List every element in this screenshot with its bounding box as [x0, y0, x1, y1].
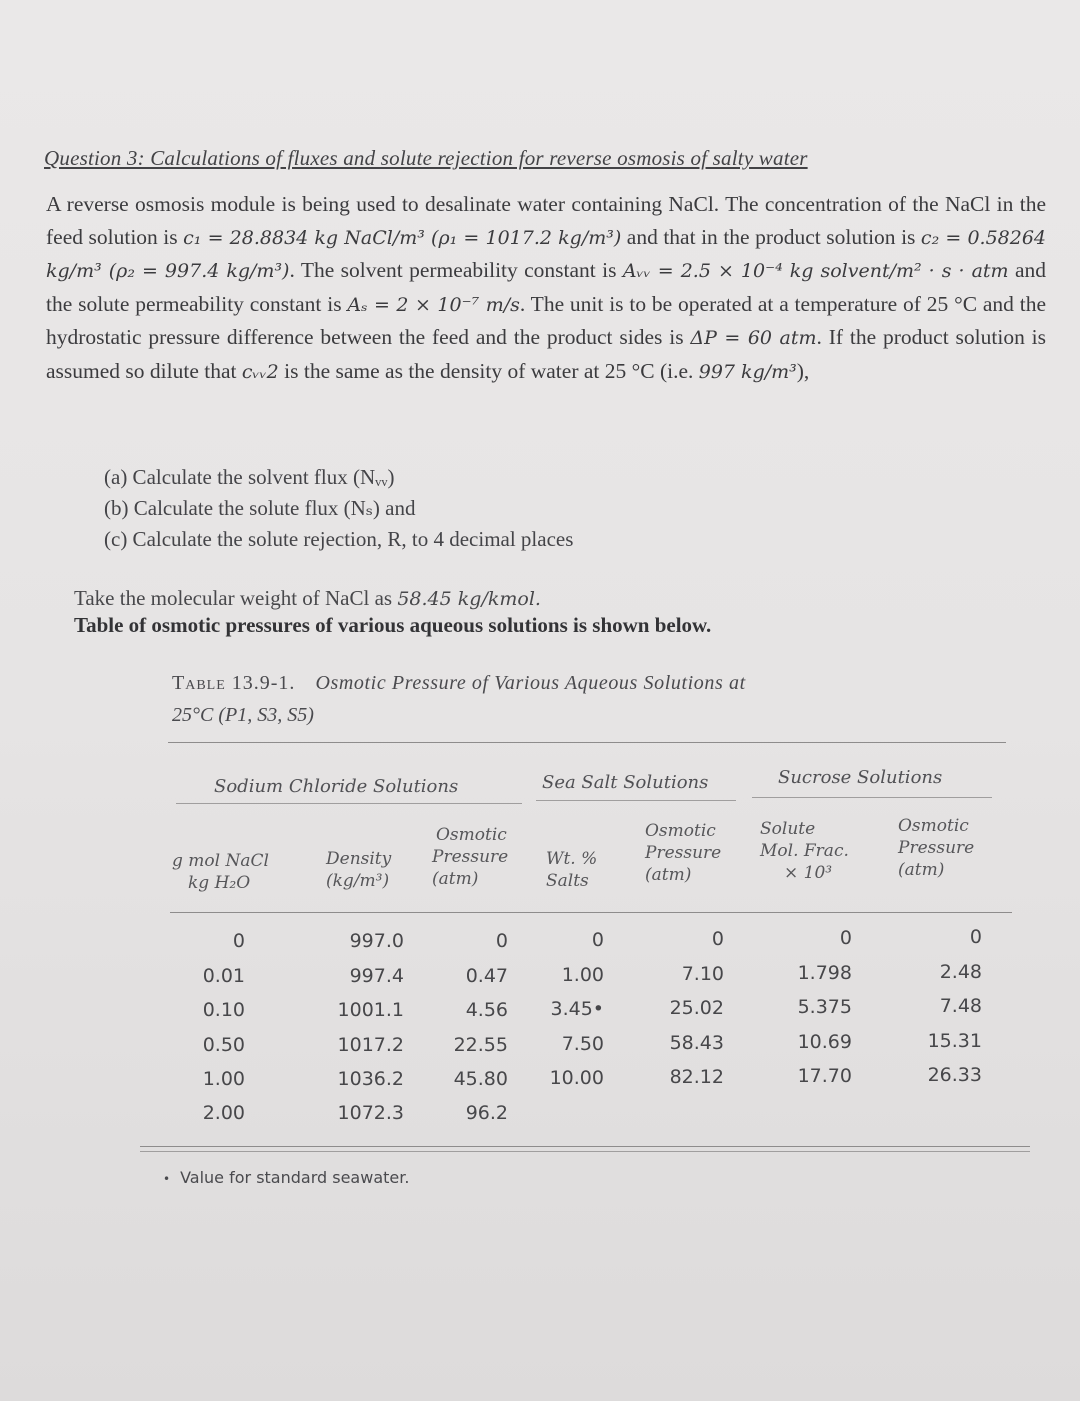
table-cell: 1017.2: [337, 1034, 404, 1056]
table-label: Table 13.9-1.: [172, 672, 296, 694]
table-cell: 82.12: [669, 1066, 724, 1088]
footnote-text: Value for standard seawater.: [180, 1168, 410, 1187]
header-line: Pressure: [645, 843, 722, 863]
molecular-weight-note: [74, 586, 541, 611]
para-text: and the solute permeability constant is: [46, 258, 1046, 316]
table-footnote: [163, 1168, 409, 1187]
table-cell: 0: [591, 929, 604, 951]
table-cell: 5.375: [797, 996, 852, 1018]
para-text: . If the product solution is assumed so dilute that: [46, 325, 1046, 383]
table-cell: 1.00: [202, 1068, 245, 1090]
table-title-line2: 25°C (P1, S3, S5): [172, 704, 314, 726]
table-cell: 10.00: [549, 1067, 604, 1089]
table-cell: 2.48: [939, 961, 982, 983]
table-title: Osmotic Pressure of Various Aqueous Solutions at: [315, 672, 746, 694]
cw2-symbol: cᵥᵥ2: [241, 360, 279, 383]
table-cell: 15.31: [927, 1030, 982, 1052]
table-cell: 4.56: [465, 999, 508, 1021]
table-cell: 58.43: [669, 1032, 724, 1054]
header-line: Salts: [546, 871, 589, 891]
header-line: Wt. %: [546, 849, 598, 869]
part-c: (c) Calculate the solute rejection, R, to 4 decimal places: [104, 527, 574, 551]
table-cell: 25.02: [669, 997, 724, 1019]
table-cell: 0: [969, 926, 982, 948]
table-cell: 0.50: [202, 1034, 245, 1056]
table-top-rule: [168, 742, 1006, 743]
table-cell: 7.48: [939, 995, 982, 1017]
header-line: (atm): [432, 869, 479, 889]
table-cell: 2.00: [202, 1102, 245, 1124]
para-text: ),: [796, 358, 810, 383]
group-sea-salt: Sea Salt Solutions: [542, 772, 709, 793]
header-bottom-rule: [170, 912, 1012, 913]
table-cell: 0.47: [465, 965, 508, 987]
col-header-density: [326, 848, 391, 892]
group-sodium-chloride: Sodium Chloride Solutions: [214, 776, 459, 797]
table-cell: 10.69: [797, 1031, 852, 1053]
table-cell: 1.798: [797, 962, 852, 984]
para-text: . The unit is to be operated at a temperature of 25 °C and the hydrostatic pressure difference between the feed and the product sides is: [46, 291, 1046, 349]
table-cell: 22.55: [453, 1034, 508, 1056]
table-cell: 997.4: [349, 965, 404, 987]
table-cell: 1072.3: [337, 1102, 404, 1124]
water-density: 997 kg/m³: [698, 360, 797, 383]
para-text: . The solvent permeability constant is: [289, 258, 623, 282]
header-line: Osmotic: [436, 825, 507, 845]
header-line: Solute: [760, 819, 816, 839]
table-intro: Table of osmotic pressures of various aqueous solutions is shown below.: [74, 613, 712, 637]
feed-concentration: c₁ = 28.8834 kg NaCl/m³ (ρ₁ = 1017.2 kg/m³): [183, 226, 622, 249]
sucrose-group-rule: [752, 797, 992, 798]
header-line: (kg/m³): [326, 871, 390, 891]
group-sucrose: Sucrose Solutions: [778, 767, 943, 788]
para-text: and that in the product solution is: [621, 224, 921, 249]
table-cell: 0: [839, 927, 852, 949]
table-caption: [172, 672, 746, 695]
question-title: Question 3: Calculations of fluxes and solute rejection for reverse osmosis of salty water: [44, 146, 808, 170]
header-line: (atm): [898, 860, 945, 880]
header-line: Pressure: [432, 847, 509, 867]
para-text: A reverse osmosis module is being used to desalinate water containing NaCl. The concentration of the NaCl in the feed solution is: [46, 192, 1046, 249]
seasalt-group-rule: [536, 800, 736, 801]
col-header-sucrose-osmotic: [898, 815, 974, 881]
col-header-wt-salts: [546, 848, 597, 892]
table-cell: 0.01: [202, 965, 245, 987]
part-a: (a) Calculate the solvent flux (Nᵥᵥ): [104, 465, 395, 489]
table-cell: 45.80: [453, 1068, 508, 1090]
header-line: Osmotic: [898, 816, 969, 836]
question-parts: [104, 462, 573, 555]
header-line: kg H₂O: [188, 873, 251, 893]
table-bottom-rule-2: [140, 1151, 1030, 1152]
table-cell: 7.50: [561, 1033, 604, 1055]
col-header-molality: [172, 850, 269, 894]
table-cell: 997.0: [349, 930, 404, 952]
product-concentration: c₂ = 0.58264 kg/m³ (ρ₂ = 997.4 kg/m³): [46, 226, 1047, 282]
header-line: Density: [326, 849, 392, 869]
pressure-difference: ΔP = 60 atm: [690, 327, 817, 349]
table-cell: 0: [495, 930, 508, 952]
col-header-mol-frac: [760, 818, 849, 884]
solvent-permeability: Aᵥᵥ = 2.5 × 10⁻⁴ kg solvent/m² · s · atm: [622, 260, 1009, 282]
table-cell: 0.10: [202, 999, 245, 1021]
mw-value: 58.45 kg/kmol.: [397, 588, 541, 610]
header-line: Mol. Frac.: [760, 841, 849, 861]
solute-permeability: Aₛ = 2 × 10⁻⁷ m/s: [347, 293, 520, 316]
part-b: (b) Calculate the solute flux (Nₛ) and: [104, 496, 416, 520]
table-bottom-rule: [140, 1146, 1030, 1147]
nacl-group-rule: [176, 803, 522, 804]
table-cell: 1.00: [561, 964, 604, 986]
mw-text: Take the molecular weight of NaCl as: [74, 586, 398, 610]
header-line: (atm): [645, 865, 692, 885]
table-cell: 26.33: [927, 1064, 982, 1086]
table-cell: 0: [711, 928, 724, 950]
col-header-sea-osmotic: [645, 820, 721, 886]
para-text: is the same as the density of water at 25 °C (i.e.: [278, 358, 699, 383]
table-cell: 1001.1: [337, 999, 404, 1021]
header-line: Pressure: [898, 838, 975, 858]
header-line: × 10³: [784, 863, 833, 883]
table-cell: 17.70: [797, 1065, 852, 1087]
table-cell: 7.10: [681, 963, 724, 985]
table-cell: 3.45•: [550, 998, 604, 1020]
header-line: g mol NaCl: [172, 851, 269, 871]
table-cell: 0: [232, 930, 245, 952]
table-cell: 96.2: [465, 1102, 508, 1124]
problem-paragraph: [46, 188, 1046, 388]
footnote-mark: •: [163, 1172, 171, 1186]
header-line: Osmotic: [645, 821, 716, 841]
col-header-nacl-osmotic: [432, 824, 508, 890]
table-cell: 1036.2: [337, 1068, 404, 1090]
